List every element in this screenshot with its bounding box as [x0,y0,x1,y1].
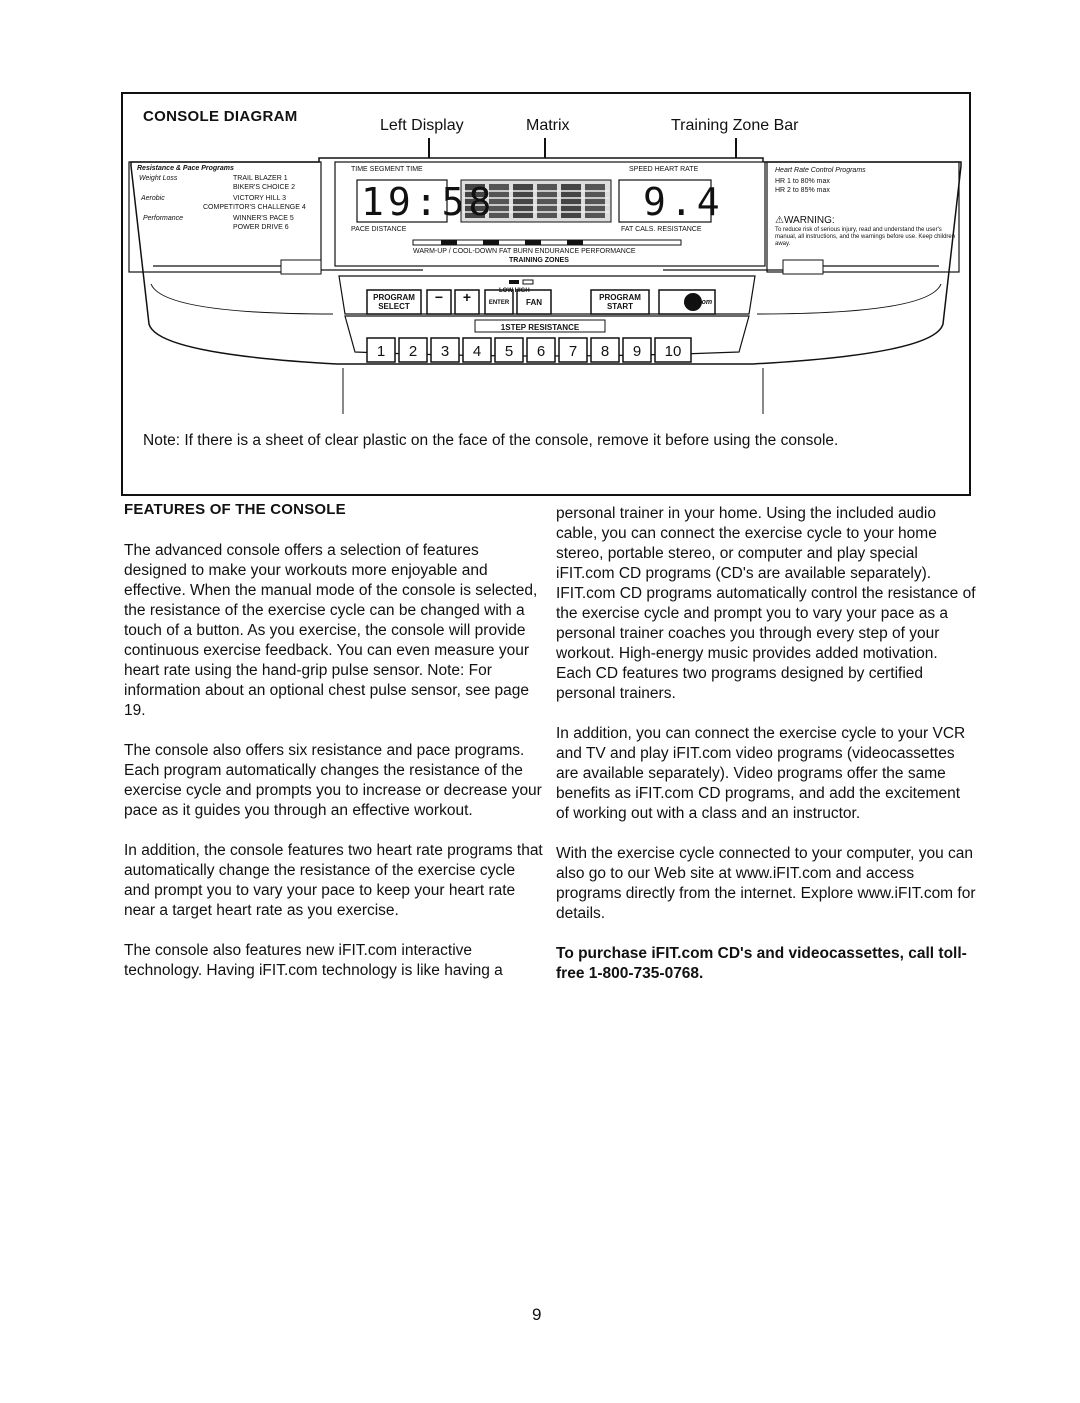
warning-title: ⚠WARNING: [775,215,835,226]
plus-button[interactable]: + [462,289,472,305]
resistance-key-4[interactable]: 4 [472,343,482,360]
display-time-labels: TIME SEGMENT TIME [351,166,423,173]
low-high-label: LOW HIGH [499,288,530,294]
resistance-key-6[interactable]: 6 [536,343,546,360]
console-illustration [123,154,969,414]
resistance-key-7[interactable]: 7 [568,343,578,360]
features-heading: FEATURES OF THE CONSOLE [124,501,346,518]
paragraph: personal trainer in your home. Using the included audio cable, you can connect the exercise cycle to your home stereo, portable stereo, or computer and play special iFIT.com CD programs (CD's are available separately). IFIT.com CD programs automatically control the resistance of the exercise cycle and prompt you to vary your pace as a personal trainer coaches you through every step of your workout. High-energy music provides added motivation. Each CD features two programs designed by certified personal trainers. [556,505,976,702]
left-panel-program: VICTORY HILL 3 [233,195,287,202]
fan-button[interactable]: FAN [526,298,542,307]
left-panel-category: Performance [143,215,184,222]
paragraph: With the exercise cycle connected to your computer, you can also go to our Web site at www.iFIT.com and access programs directly from the internet. Explore www.iFIT.com for details. [556,845,976,922]
paragraph: The console also offers six resistance and pace programs. Each program automatically changes the resistance of the exercise cycle and prompts you to increase or decrease your pace as it guides you through an effective workout. [124,742,542,819]
right-display-digits: 9.4 [643,180,724,224]
features-right-column [556,504,976,1004]
paragraph: In addition, you can connect the exercise cycle to your VCR and TV and play iFIT.com video programs (videocassettes are available separately). Video programs offer the same benefits as iFIT.com CD programs, and add the excitement of working out with a class and an instructor. [556,725,966,822]
program-start-button[interactable]: PROGRAM START [599,293,641,311]
resistance-key-9[interactable]: 9 [632,343,642,360]
left-panel-program: POWER DRIVE 6 [233,224,289,231]
display-fat-labels: FAT CALS. RESISTANCE [621,226,702,233]
minus-button[interactable]: − [434,289,444,305]
training-zones-title: TRAINING ZONES [509,257,569,264]
training-zone-bar [413,240,681,245]
left-panel-program: WINNER'S PACE 5 [233,215,294,222]
enter-button[interactable]: ENTER [488,300,510,306]
left-panel-heading: Resistance & Pace Programs [137,165,234,172]
resistance-key-3[interactable]: 3 [440,343,450,360]
left-panel-category: Weight Loss [139,175,178,182]
page-number: 9 [532,1305,542,1324]
hr2-program: HR 2 to 85% max [775,187,830,194]
training-zone-labels: WARM-UP / COOL-DOWN FAT BURN ENDURANCE PERFORMANCE [413,248,636,255]
diagram-title: CONSOLE DIAGRAM [143,108,298,125]
paragraph: The console also features new iFIT.com interactive technology. Having iFIT.com technology is like having a [124,942,503,979]
left-panel-category: Aerobic [141,195,165,202]
features-left-column [124,500,544,1001]
resistance-key-1[interactable]: 1 [376,343,386,360]
callout-matrix: Matrix [526,117,570,134]
paragraph: The advanced console offers a selection of features designed to make your workouts more enjoyable and effective. When the manual mode of the console is selected, the resistance of the exercise cycle can be changed with a touch of a button. As you exercise, the console will provide continuous exercise feedback. You can even measure your heart rate using the hand-grip pulse sensor. Note: For information about an optional chest pulse sensor, see page 19. [124,542,538,719]
resistance-key-10[interactable]: 10 [664,343,682,360]
console-diagram [121,92,971,496]
warning-text: To reduce risk of serious injury, read and understand the user's manual, all instructions, and the warnings before use. Keep children away. [775,227,956,247]
resistance-key-2[interactable]: 2 [408,343,418,360]
purchase-note: To purchase iFIT.com CD's and videocassettes, call toll-free 1-800-735-0768. [556,945,967,982]
program-select-button[interactable]: PROGRAM SELECT [373,293,415,311]
paragraph: In addition, the console features two heart rate programs that automatically change the resistance of the exercise cycle and prompt you to vary your pace to keep your heart rate near a target heart rate as you exercise. [124,842,543,919]
callout-training-zone-bar: Training Zone Bar [671,117,799,134]
right-panel-heading: Heart Rate Control Programs [775,167,866,174]
display-speed-labels: SPEED HEART RATE [629,166,699,173]
resistance-key-8[interactable]: 8 [600,343,610,360]
ifit-button[interactable]: iFIT.com [683,299,713,306]
resistance-key-5[interactable]: 5 [504,343,514,360]
step-resistance-label: 1STEP RESISTANCE [500,323,580,332]
left-panel-program: BIKER'S CHOICE 2 [233,184,296,191]
left-display-digits: 19:58 [361,180,496,224]
plastic-sheet-note: Note: If there is a sheet of clear plastic on the face of the console, remove it before using the console. [143,432,839,449]
hr1-program: HR 1 to 80% max [775,178,830,185]
display-pace-labels: PACE DISTANCE [351,226,407,233]
left-panel-program: COMPETITOR'S CHALLENGE 4 [203,204,306,211]
left-panel-program: TRAIL BLAZER 1 [233,175,288,182]
callout-left-display: Left Display [380,117,464,134]
